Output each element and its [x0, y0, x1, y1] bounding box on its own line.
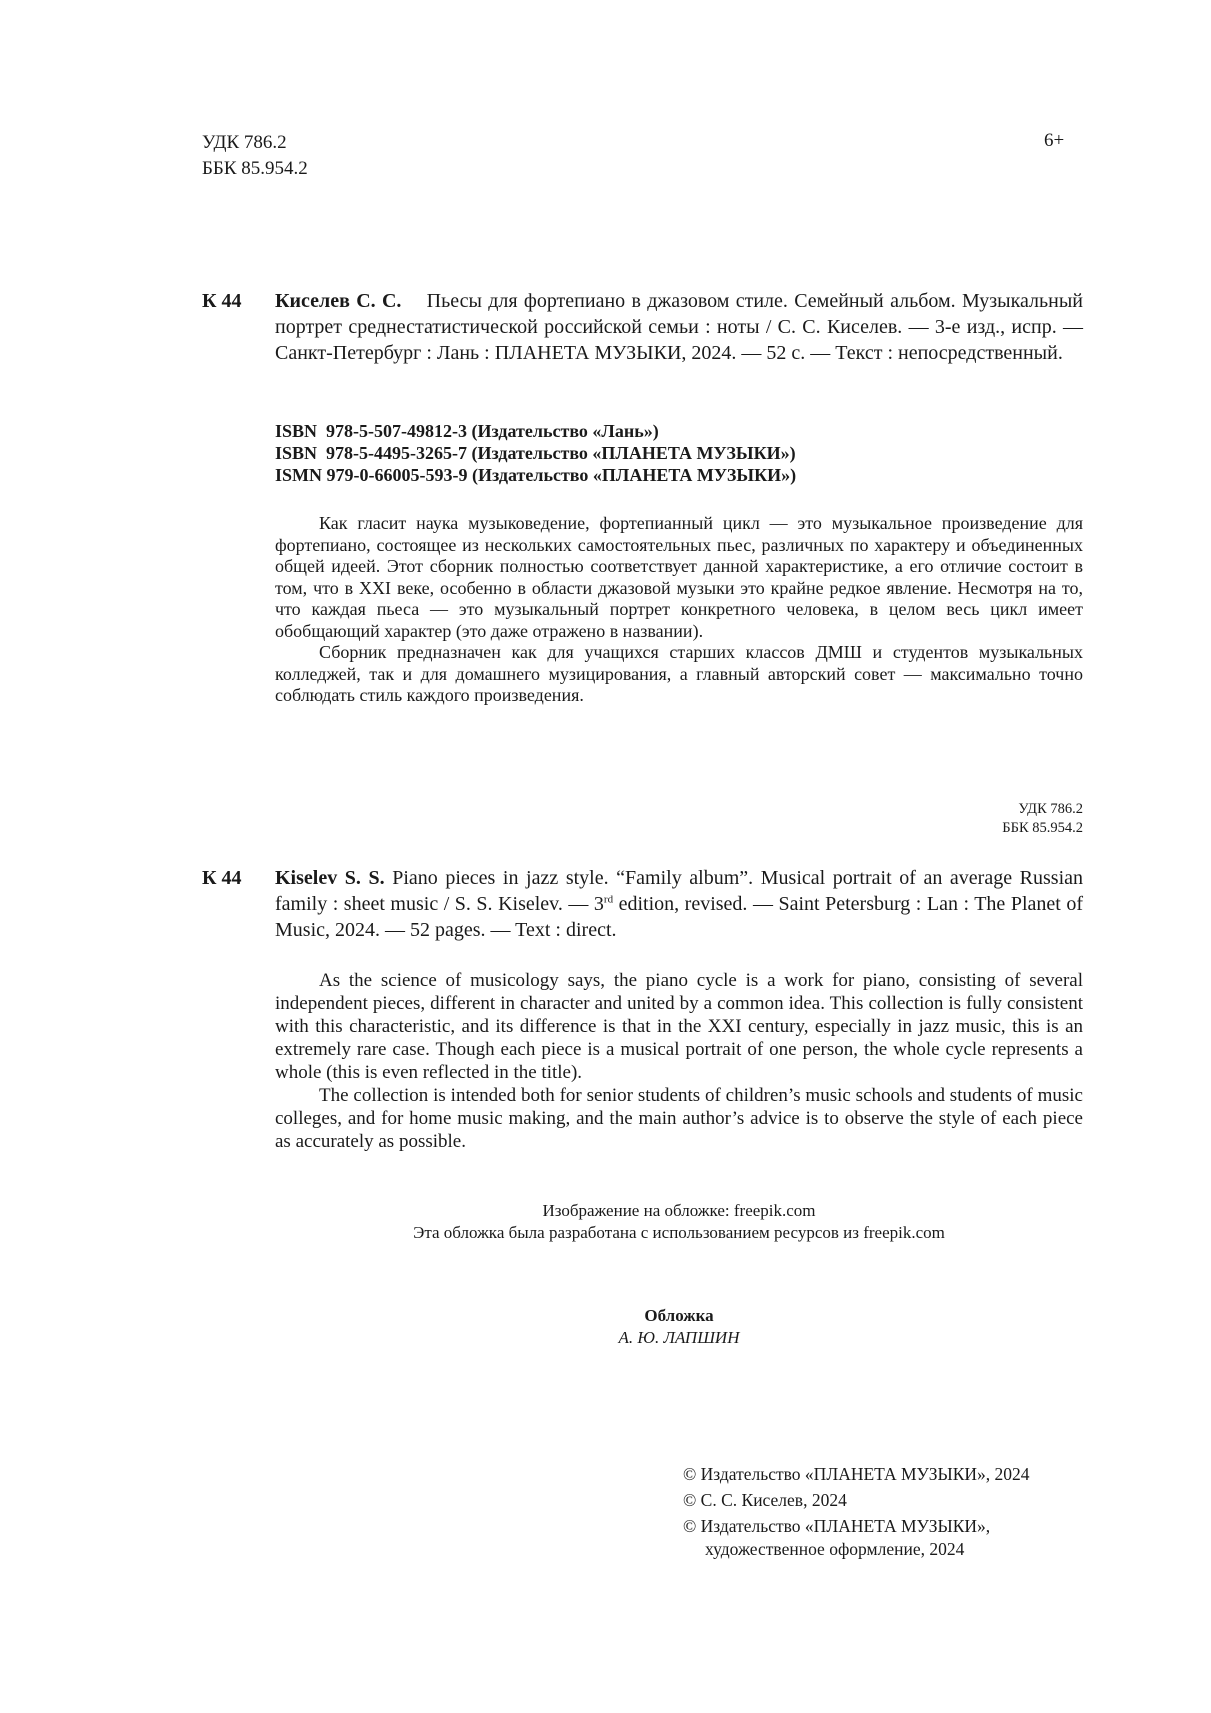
copyright-line: © Издательство «ПЛАНЕТА МУЗЫКИ», 2024	[683, 1464, 1030, 1484]
author-mark-en: К 44	[202, 867, 242, 889]
copyright-block	[683, 1463, 1030, 1564]
credit-line: Изображение на обложке: freepik.com	[542, 1201, 816, 1220]
copyright-line: художественное оформление, 2024	[705, 1539, 965, 1559]
bbk-code: ББК 85.954.2	[202, 158, 308, 179]
cover-credit	[275, 1305, 1083, 1349]
udk-code: УДК 786.2	[202, 132, 287, 153]
bibliographic-entry-ru	[275, 288, 1083, 366]
udk-bbk-header	[202, 130, 308, 182]
entry-text-en: Piano pieces in jazz style. “Family album”. Musical portrait of an average Russian family : sheet music / S. S. Kiselev. — 3	[275, 867, 1084, 915]
image-credits	[275, 1200, 1083, 1244]
annotation-paragraph: Сборник предназначен как для учащихся старших классов ДМШ и студентов музыкальных колледжей, так и для домашнего музицирования, а главный авторский совет — максимально точно соблюдать стиль каждого произведения.	[275, 642, 1083, 705]
age-rating: 6+	[1044, 130, 1065, 151]
annotation-ru	[275, 513, 1083, 707]
annotation-paragraph: The collection is intended both for senior students of children’s music schools and students of music colleges, and for home music making, and the main author’s advice is to observe the style of each piece as accurately as possible.	[275, 1085, 1083, 1152]
author-mark-ru: К 44	[202, 290, 242, 312]
ordinal-suffix: rd	[603, 893, 614, 906]
copyright-line: © Издательство «ПЛАНЕТА МУЗЫКИ»,	[683, 1516, 991, 1536]
isbn-block	[275, 420, 796, 486]
bibliographic-entry-en	[275, 865, 1083, 943]
credit-line: Эта обложка была разработана с использованием ресурсов из freepik.com	[413, 1223, 945, 1242]
entry-author-ru: Киселев С. С.	[275, 290, 402, 312]
annotation-paragraph: Как гласит наука музыковедение, фортепианный цикл — это музыкальное произведение для фортепиано, состоящее из нескольких самостоятельных пьес, различных по характеру и объединенных общей идеей. Этот сборник полностью соответствует данной характеристике, а его отличие состоит в том, что в XXI веке, особенно в области джазовой музыки это крайне редкое явление. Несмотря на то, что каждая пьеса — это музыкальный портрет конкретного человека, в целом весь цикл имеет обобщающий характер (это даже отражено в названии).	[275, 513, 1083, 641]
entry-text-ru: Пьесы для фортепиано в джазовом стиле. Семейный альбом. Музыкальный портрет среднестатистической российской семьи : ноты / С. С. Киселев. — 3-е изд., испр. — Санкт-Петербург : Лань : ПЛАНЕТА МУЗЫКИ, 2024. — 52 с. — Текст : непосредственный.	[275, 290, 1084, 364]
isbn-line: ISBN 978-5-4495-3265-7 (Издательство «ПЛАНЕТА МУЗЫКИ»)	[275, 443, 796, 463]
annotation-en	[275, 969, 1083, 1153]
entry-text-en-continued: edition, revised. — Saint Petersburg : Lan : The Planet of Music, 2024. — 52 pages. — Text : direct.	[275, 893, 1083, 941]
cover-designer: А. Ю. ЛАПШИН	[618, 1328, 740, 1347]
bbk-code-small: ББК 85.954.2	[1002, 820, 1083, 836]
ismn-line: ISMN 979-0-66005-593-9 (Издательство «ПЛАНЕТА МУЗЫКИ»)	[275, 465, 797, 485]
copyright-line: © С. С. Киселев, 2024	[683, 1490, 847, 1510]
cover-label: Обложка	[644, 1306, 714, 1325]
isbn-line: ISBN 978-5-507-49812-3 (Издательство «Лань»)	[275, 421, 659, 441]
entry-author-en: Kiselev S. S.	[275, 867, 385, 889]
annotation-paragraph: As the science of musicology says, the piano cycle is a work for piano, consisting of several independent pieces, different in character and united by a common idea. This collection is fully consistent with this characteristic, and its difference is that in the XXI century, especially in jazz music, this is an extremely rare case. Though each piece is a musical portrait of one person, the whole cycle represents a whole (this is even reflected in the title).	[275, 970, 1083, 1083]
udk-bbk-small	[960, 800, 1083, 838]
udk-code-small: УДК 786.2	[1018, 801, 1083, 817]
